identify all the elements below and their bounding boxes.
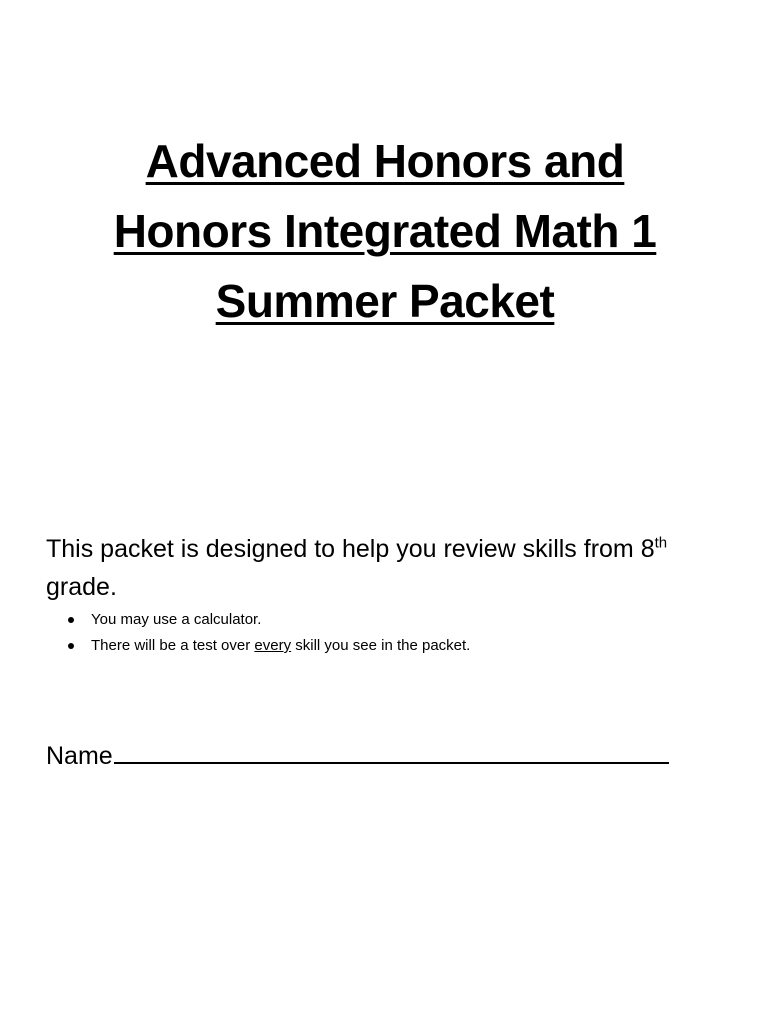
intro-text-end: grade. (46, 573, 117, 601)
list-item (66, 607, 726, 633)
list-item (66, 633, 726, 659)
emphasis-text: every (254, 637, 292, 654)
name-blank-line[interactable] (114, 732, 669, 764)
list-item-text: You may use a calculator. (91, 611, 262, 628)
name-label: Name (46, 742, 113, 770)
bullet-icon (68, 617, 74, 623)
intro-paragraph (46, 530, 736, 606)
title-line-1: Advanced Honors and (145, 135, 625, 187)
title-line-3: Summer Packet (215, 275, 555, 327)
name-field (46, 732, 686, 776)
title-line-2: Honors Integrated Math 1 (113, 205, 657, 257)
page-title (40, 126, 730, 336)
instructions-list (66, 607, 726, 659)
ordinal-superscript: th (654, 534, 668, 552)
bullet-icon (68, 643, 74, 649)
list-item-text-end: skill you see in the packet. (291, 637, 471, 654)
intro-text: This packet is designed to help you review skills from 8 (46, 535, 655, 563)
list-item-text: There will be a test over (91, 637, 255, 654)
